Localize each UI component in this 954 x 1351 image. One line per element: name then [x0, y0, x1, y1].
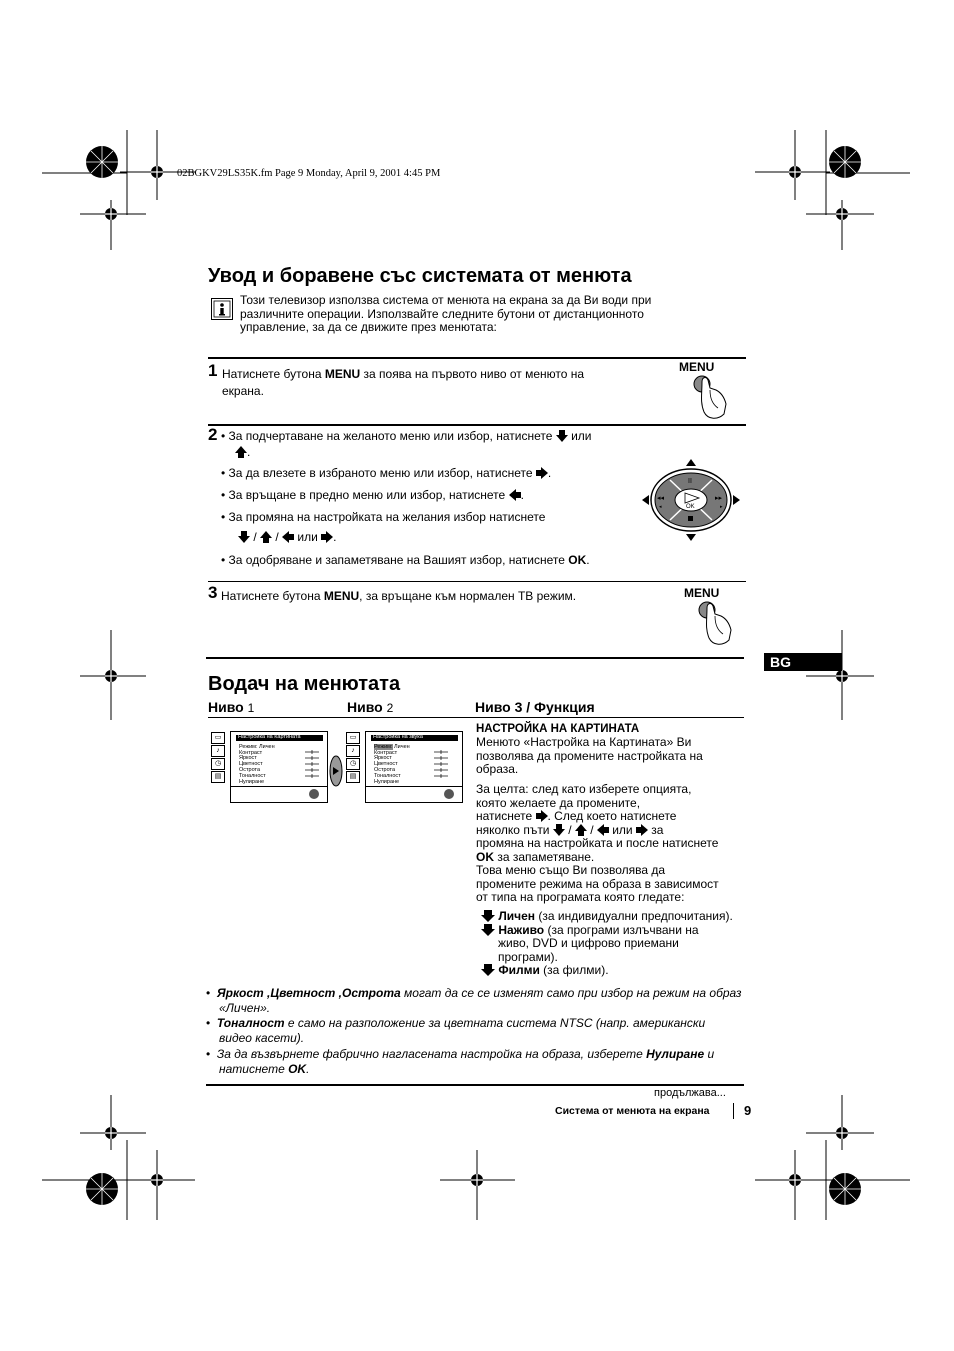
- divider: [208, 424, 746, 426]
- down-arrow-icon: [481, 964, 495, 976]
- setup-icon: ▤: [211, 771, 225, 783]
- step-2-bullet-4: • За промяна на настройката на желания избор натиснете: [221, 510, 546, 524]
- col-header-level3: Ниво 3 / Функция: [475, 699, 595, 715]
- ok-label: OK: [686, 504, 695, 510]
- picture-icon: ▭: [346, 732, 360, 744]
- svg-text:▸: ▸: [720, 504, 723, 510]
- col-header-level2: Ниво 2: [347, 699, 394, 715]
- step-3-text: Натиснете бутона MENU, за връщане към нормален ТВ режим.: [221, 589, 577, 603]
- up-arrow-icon: [260, 531, 272, 543]
- left-arrow-icon: [597, 824, 609, 836]
- level3-paragraph-2: За целта: след като изберете опцията, която желаете да промените, натиснете . След което натиснете няколко пъти / / или за промяна на настройката и после натиснете OK за запаметяване. Това меню също Ви позволява да промените режима на образа в зависимост от типа на програмата която гледате:: [476, 782, 719, 904]
- svg-text:II: II: [688, 478, 692, 485]
- down-arrow-icon: [481, 924, 495, 936]
- divider: [208, 717, 744, 718]
- menu-button-label: MENU: [679, 360, 715, 374]
- picture-icon: ▭: [211, 732, 225, 744]
- menu2-sliders: [432, 749, 450, 783]
- divider: [206, 1084, 744, 1086]
- menu1-sliders: [303, 749, 321, 783]
- file-header: 02BGKV29LS35K.fm Page 9 Monday, April 9, 2001 4:45 PM: [177, 168, 441, 179]
- menu2-title: Настройка на звука: [371, 735, 458, 741]
- left-arrow-icon: [509, 489, 521, 501]
- note-2: • Тоналност е само на разположение за цветната система NTSC (напр. американски видео касети).: [206, 1016, 706, 1045]
- svg-text:▸▸: ▸▸: [715, 495, 723, 502]
- step-3-number: 3: [208, 583, 218, 602]
- menu-button-label: MENU: [684, 586, 720, 600]
- level3-paragraph-1: Менюто «Настройка на Картината» Ви позволява да промените настройката на образа.: [476, 735, 703, 776]
- footer-section-title: Система от менюта на екрана: [555, 1105, 710, 1117]
- menu1-items: Режим: Личен Контраст Яркост Цветност Острота Тоналност Нулиране: [239, 743, 275, 785]
- menu1-footer-rule: [231, 786, 327, 787]
- language-tab: BG: [764, 653, 842, 671]
- step-2-bullet-2: • За да влезете в избраното меню или избор, натиснете .: [221, 466, 552, 480]
- intro-text: Този телевизор използва система от менюта на екрана за да Ви води при различните операции. Използвайте следните бутони от дистанционното управление, за да се движите през менютата:: [240, 293, 652, 334]
- sound-icon: ♪: [211, 745, 225, 757]
- down-arrow-icon: [481, 910, 495, 922]
- footer-divider: [733, 1103, 734, 1119]
- continues-text: продължава...: [654, 1087, 726, 1099]
- menu2-nav-icon: [443, 788, 455, 800]
- remote-dpad-icon[interactable]: [640, 456, 742, 544]
- menu2-footer-rule: [366, 786, 462, 787]
- down-arrow-icon: [556, 430, 568, 442]
- note-3: • За да възвърнете фабрично нагласената настройка на образа, изберете Нулиране и натиснете OK.: [206, 1047, 715, 1076]
- section-title-menu-guide: Водач на менютата: [208, 673, 401, 695]
- right-arrow-icon: [321, 531, 333, 543]
- left-arrow-icon: [282, 531, 294, 543]
- step-2-bullet-5: • За одобряване и запаметяване на Вашият избор, натиснете OK.: [221, 553, 590, 567]
- menu1-nav-icon: [308, 788, 320, 800]
- level3-heading: НАСТРОЙКА НА КАРТИНАТА: [476, 723, 640, 735]
- level3-options: Личен (за индивидуални предпочитания). Наживо (за програми излъчвани на живо, DVD и цифрово приемани програми). Филми (за филми).: [481, 910, 733, 978]
- up-arrow-icon: [235, 446, 247, 458]
- down-arrow-icon: [238, 531, 250, 543]
- page-number: 9: [744, 1103, 752, 1118]
- setup-icon: ▤: [346, 771, 360, 783]
- divider: [208, 357, 746, 359]
- step-2-number: 2: [208, 425, 218, 444]
- section-title-menu-system: Увод и боравене със системата от менюта: [208, 265, 632, 287]
- step-2-bullet-4-arrows: / / или .: [238, 531, 336, 545]
- step-2-bullet-3: • За връщане в предно меню или избор, натиснете .: [221, 488, 524, 502]
- right-arrow-icon: [636, 824, 648, 836]
- timer-icon: ◷: [211, 758, 225, 770]
- up-arrow-icon: [575, 824, 587, 836]
- menu-button-hand-icon[interactable]: [688, 374, 728, 424]
- divider: [208, 581, 746, 582]
- step-1-text: Натиснете бутона MENU за поява на първото ниво от менюто на екрана.: [222, 367, 585, 398]
- menu2-items: Режим: Личен Контраст Яркост Цветност Острота Тоналност Нулиране: [374, 743, 410, 785]
- svg-text:◂◂: ◂◂: [657, 495, 665, 502]
- timer-icon: ◷: [346, 758, 360, 770]
- menu1-title: Настройка на Картината: [236, 735, 323, 741]
- menu2-screen: [365, 731, 463, 803]
- menu-transition-arrow-icon: [329, 755, 343, 787]
- info-icon: [211, 298, 233, 320]
- svg-text:◂: ◂: [659, 504, 662, 510]
- divider: [206, 657, 744, 659]
- col-header-level1: Ниво 1: [208, 699, 255, 715]
- sound-icon: ♪: [346, 745, 360, 757]
- step-2-bullet-1: • За подчертаване на желаното меню или избор, натиснете или .: [221, 429, 592, 459]
- down-arrow-icon: [553, 824, 565, 836]
- menu1-screen: [230, 731, 328, 803]
- right-arrow-icon: [536, 810, 548, 822]
- note-1: • Яркост ,Цветност ,Острота могат да се се изменят само при избор на режим на образ «Личен».: [206, 986, 742, 1015]
- step-1-number: 1: [208, 361, 218, 380]
- right-arrow-icon: [536, 467, 548, 479]
- menu-button-hand-icon[interactable]: [693, 600, 733, 650]
